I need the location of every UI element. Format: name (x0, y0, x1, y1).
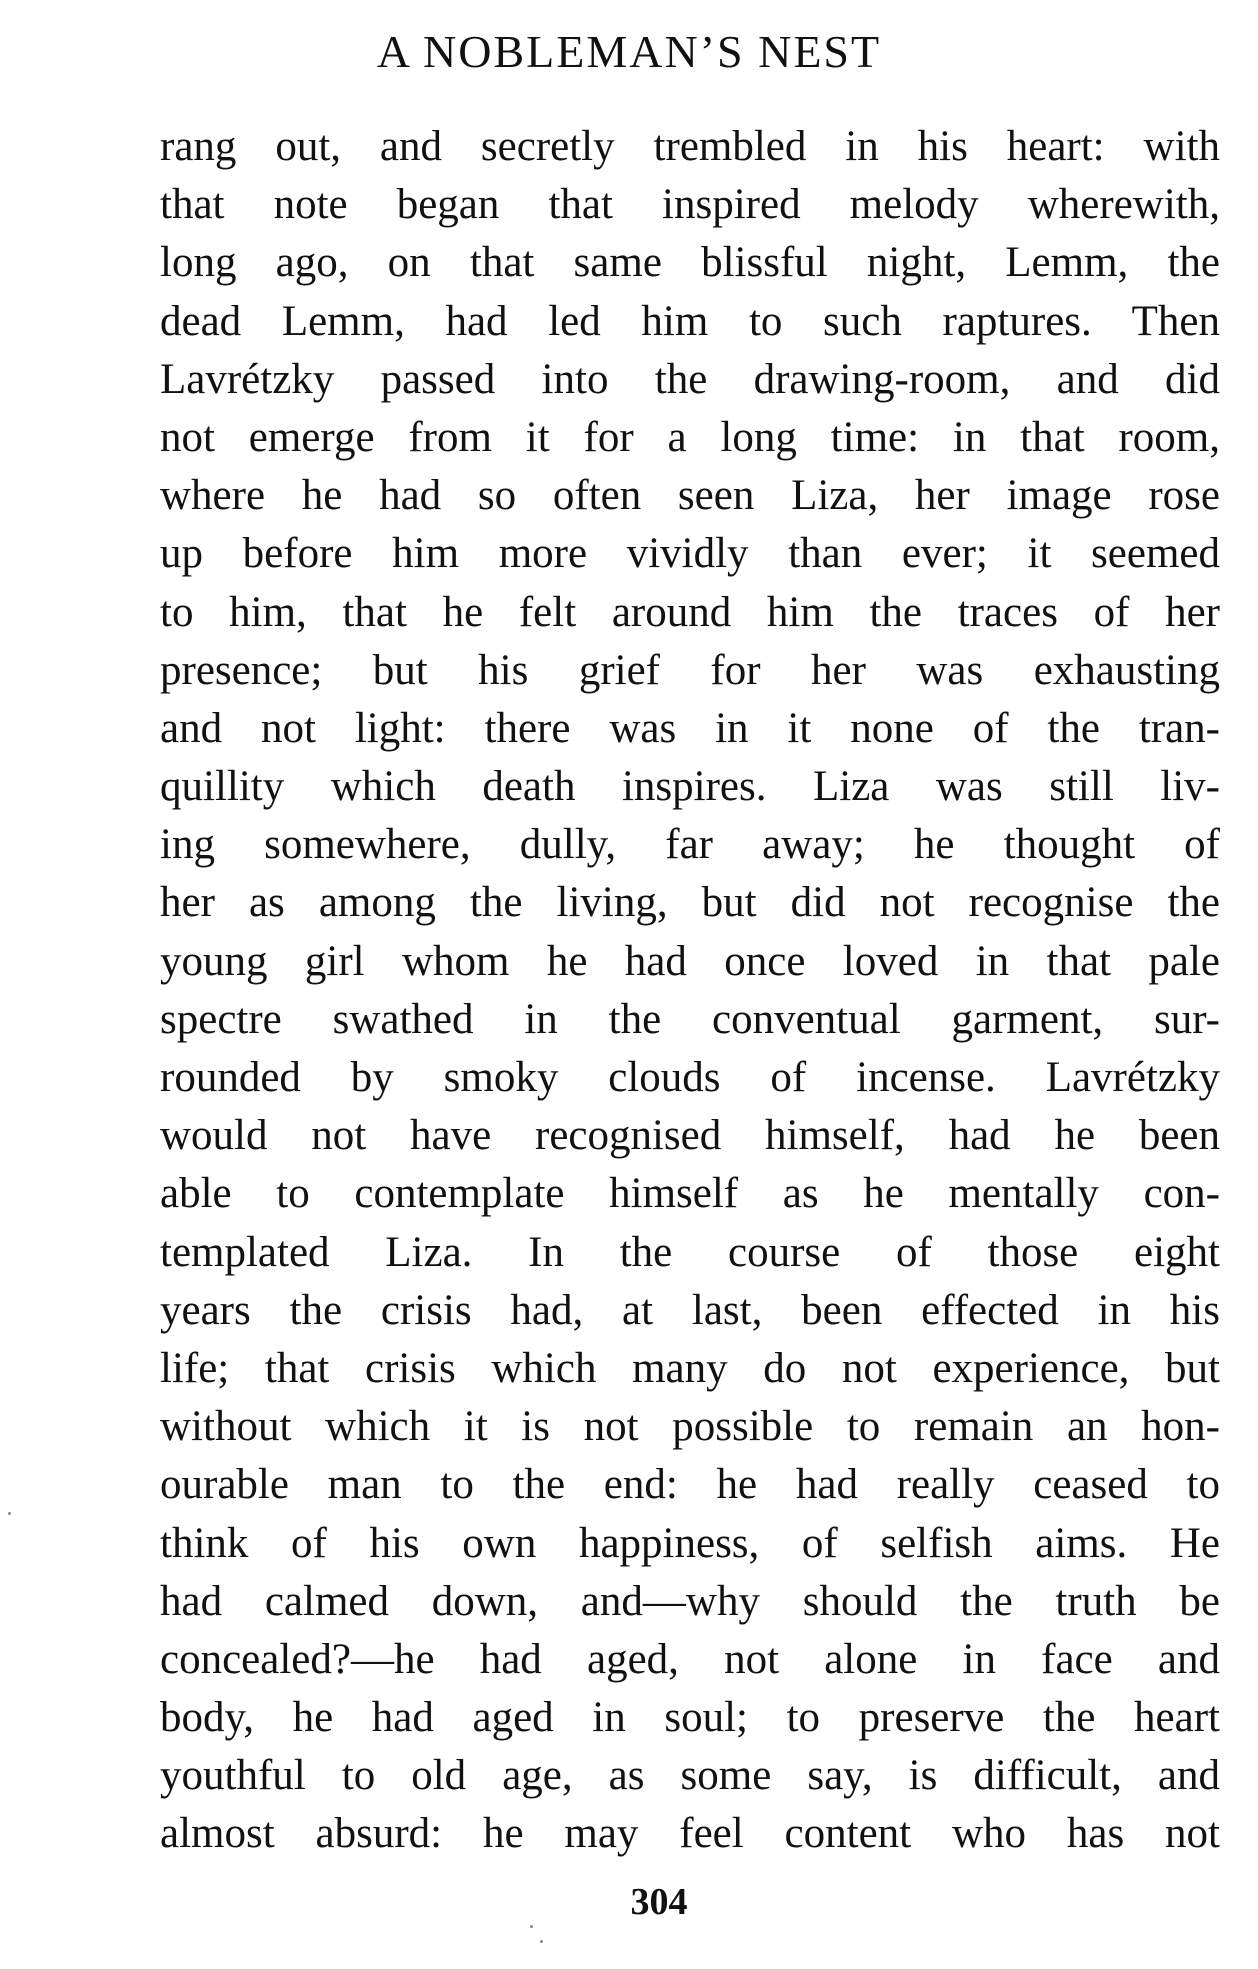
text-line: presence; but his grief for her was exhausting (160, 646, 1220, 694)
text-line: templated Liza. In the course of those eight (160, 1228, 1220, 1276)
running-header: A NOBLEMAN’S NEST (376, 26, 882, 77)
text-line: that note began that inspired melody wherewith, (160, 181, 1220, 229)
text-line: quillity which death inspires. Liza was still liv- (160, 763, 1220, 811)
text-line: without which it is not possible to remain an hon- (160, 1403, 1220, 1451)
text-line: not emerge from it for a long time: in that room, (160, 413, 1220, 461)
text-line: dead Lemm, had led him to such raptures. Then (160, 297, 1220, 345)
text-line: young girl whom he had once loved in that pale (160, 937, 1220, 985)
text-line: up before him more vividly than ever; it seemed (160, 530, 1220, 578)
text-line: rang out, and secretly trembled in his heart: with (160, 123, 1220, 170)
text-line: life; that crisis which many do not experience, but (160, 1344, 1220, 1392)
text-line: youthful to old age, as some say, is difficult, and (160, 1752, 1220, 1800)
text-line: where he had so often seen Liza, her image rose (160, 472, 1220, 520)
text-line: ourable man to the end: he had really ceased to (160, 1461, 1220, 1509)
text-line: to him, that he felt around him the traces of her (160, 588, 1220, 636)
scan-speck (540, 1940, 543, 1943)
text-line: think of his own happiness, of selfish aims. He (160, 1519, 1220, 1567)
text-line: ing somewhere, dully, far away; he thought of (160, 821, 1220, 869)
scan-speck (530, 1925, 533, 1928)
page-number: 304 (630, 1881, 688, 1923)
text-line: years the crisis had, at last, been effected in his (160, 1286, 1220, 1334)
body-text (160, 118, 1220, 1864)
text-line: her as among the living, but did not recognise the (160, 879, 1220, 927)
text-line: body, he had aged in soul; to preserve the heart (160, 1694, 1220, 1742)
text-line: would not have recognised himself, had he been (160, 1112, 1220, 1160)
text-line: able to contemplate himself as he mentally con- (160, 1170, 1220, 1218)
text-line: Lavrétzky passed into the drawing-room, and did (160, 355, 1220, 403)
text-line: almost absurd: he may feel content who has not (160, 1810, 1220, 1858)
text-line: spectre swathed in the conventual garment, sur- (160, 995, 1220, 1043)
text-line: rounded by smoky clouds of incense. Lavrétzky (160, 1054, 1220, 1101)
text-line: concealed?—he had aged, not alone in face and (160, 1635, 1220, 1683)
scan-speck (8, 1512, 11, 1515)
text-line: long ago, on that same blissful night, Lemm, the (160, 239, 1220, 287)
text-line: and not light: there was in it none of the tran- (160, 704, 1220, 752)
text-line: had calmed down, and—why should the truth be (160, 1577, 1220, 1625)
